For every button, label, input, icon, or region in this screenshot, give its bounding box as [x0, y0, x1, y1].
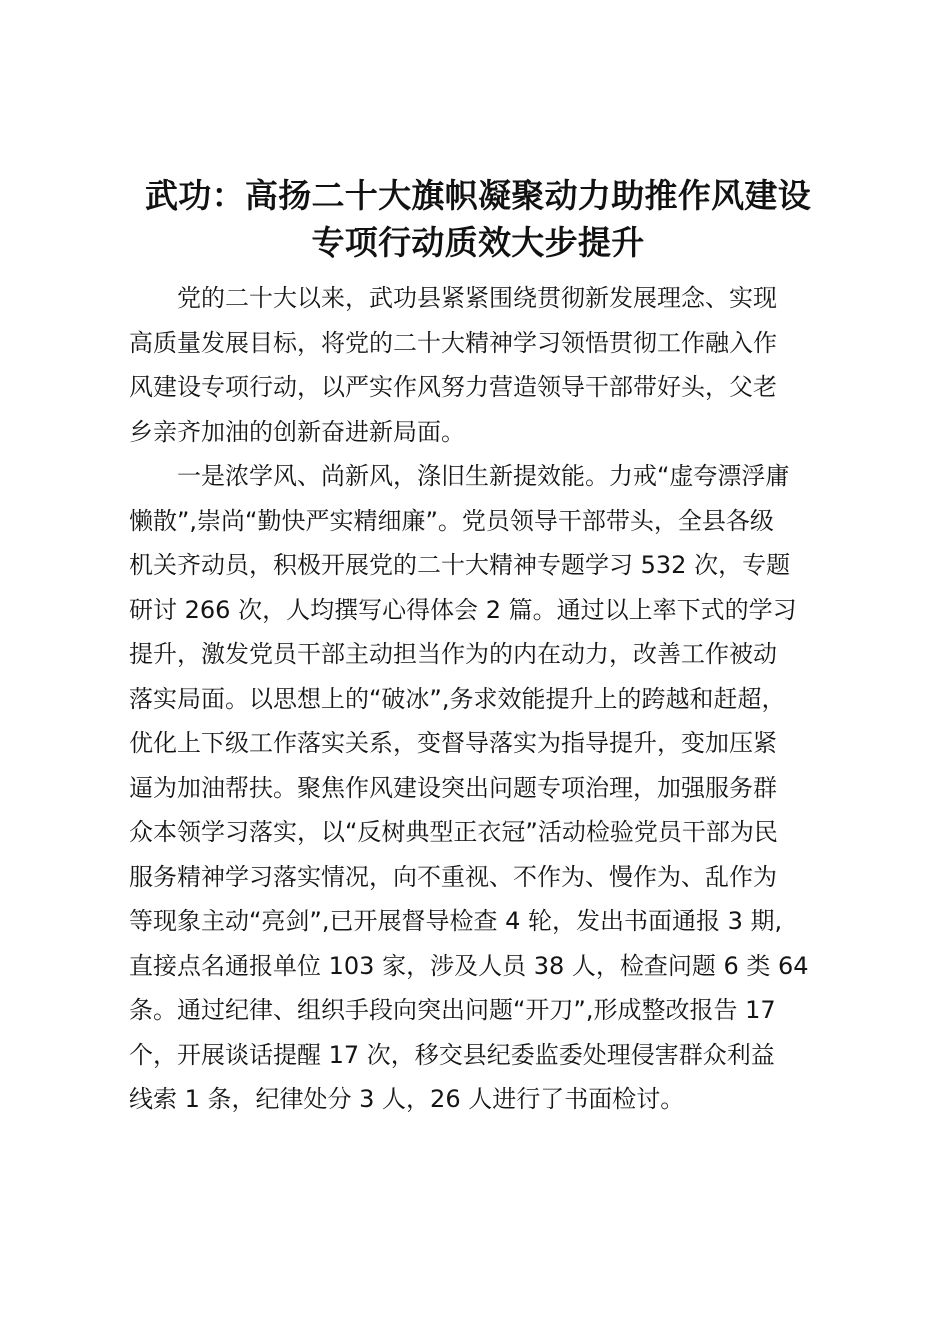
paragraph-line: 研讨 266 次，人均撰写心得体会 2 篇。通过以上率下式的学习 [129, 595, 797, 624]
paragraph-line: 党的二十大以来，武功县紧紧围绕贯彻新发展理念、实现 [177, 284, 777, 312]
paragraph-line: 乡亲齐加油的创新奋进新局面。 [129, 417, 465, 446]
paragraph-line: 提升，激发党员干部主动担当作为的内在动力，改善工作被动 [129, 640, 777, 668]
paragraph-line: 个，开展谈话提醒 17 次，移交县纪委监委处理侵害群众利益 [129, 1040, 775, 1069]
paragraph-line: 落实局面。以思想上的“破冰”,务求效能提升上的跨越和赶超， [129, 684, 786, 713]
paragraph-line: 线索 1 条，纪律处分 3 人，26 人进行了书面检讨。 [129, 1085, 685, 1113]
paragraph-line: 高质量发展目标，将党的二十大精神学习领悟贯彻工作融入作 [129, 328, 777, 357]
document-title [120, 172, 836, 266]
paragraph-line: 机关齐动员，积极开展党的二十大精神专题学习 532 次，专题 [129, 551, 791, 579]
title-line: 专项行动质效大步提升 [311, 223, 645, 262]
paragraph-intro [129, 276, 833, 454]
paragraph-section-one [129, 454, 833, 1122]
paragraph-line: 风建设专项行动，以严实作风努力营造领导干部带好头，父老 [129, 373, 777, 401]
paragraph-line: 直接点名通报单位 103 家，涉及人员 38 人，检查问题 6 类 64 [129, 951, 809, 980]
paragraph-line: 一是浓学风、尚新风，涤旧生新提效能。力戒“虚夸漂浮庸 [177, 462, 790, 490]
paragraph-line: 逼为加油帮扶。聚焦作风建设突出问题专项治理，加强服务群 [129, 773, 777, 802]
title-line: 武功：高扬二十大旗帜凝聚动力助推作风建设 [145, 176, 811, 215]
paragraph-line: 条。通过纪律、组织手段向突出问题“开刀”,形成整改报告 17 [129, 996, 776, 1024]
paragraph-line: 众本领学习落实，以“反树典型正衣冠”活动检验党员干部为民 [129, 818, 778, 846]
paragraph-line: 服务精神学习落实情况，向不重视、不作为、慢作为、乱作为 [129, 862, 777, 891]
paragraph-line: 优化上下级工作落实关系，变督导落实为指导提升，变加压紧 [129, 729, 777, 757]
paragraph-line: 等现象主动“亮剑”,已开展督导检查 4 轮，发出书面通报 3 期, [129, 907, 783, 935]
paragraph-line: 懒散”,崇尚“勤快严实精细廉”。党员领导干部带头，全县各级 [129, 506, 774, 535]
document-body [129, 276, 833, 1122]
